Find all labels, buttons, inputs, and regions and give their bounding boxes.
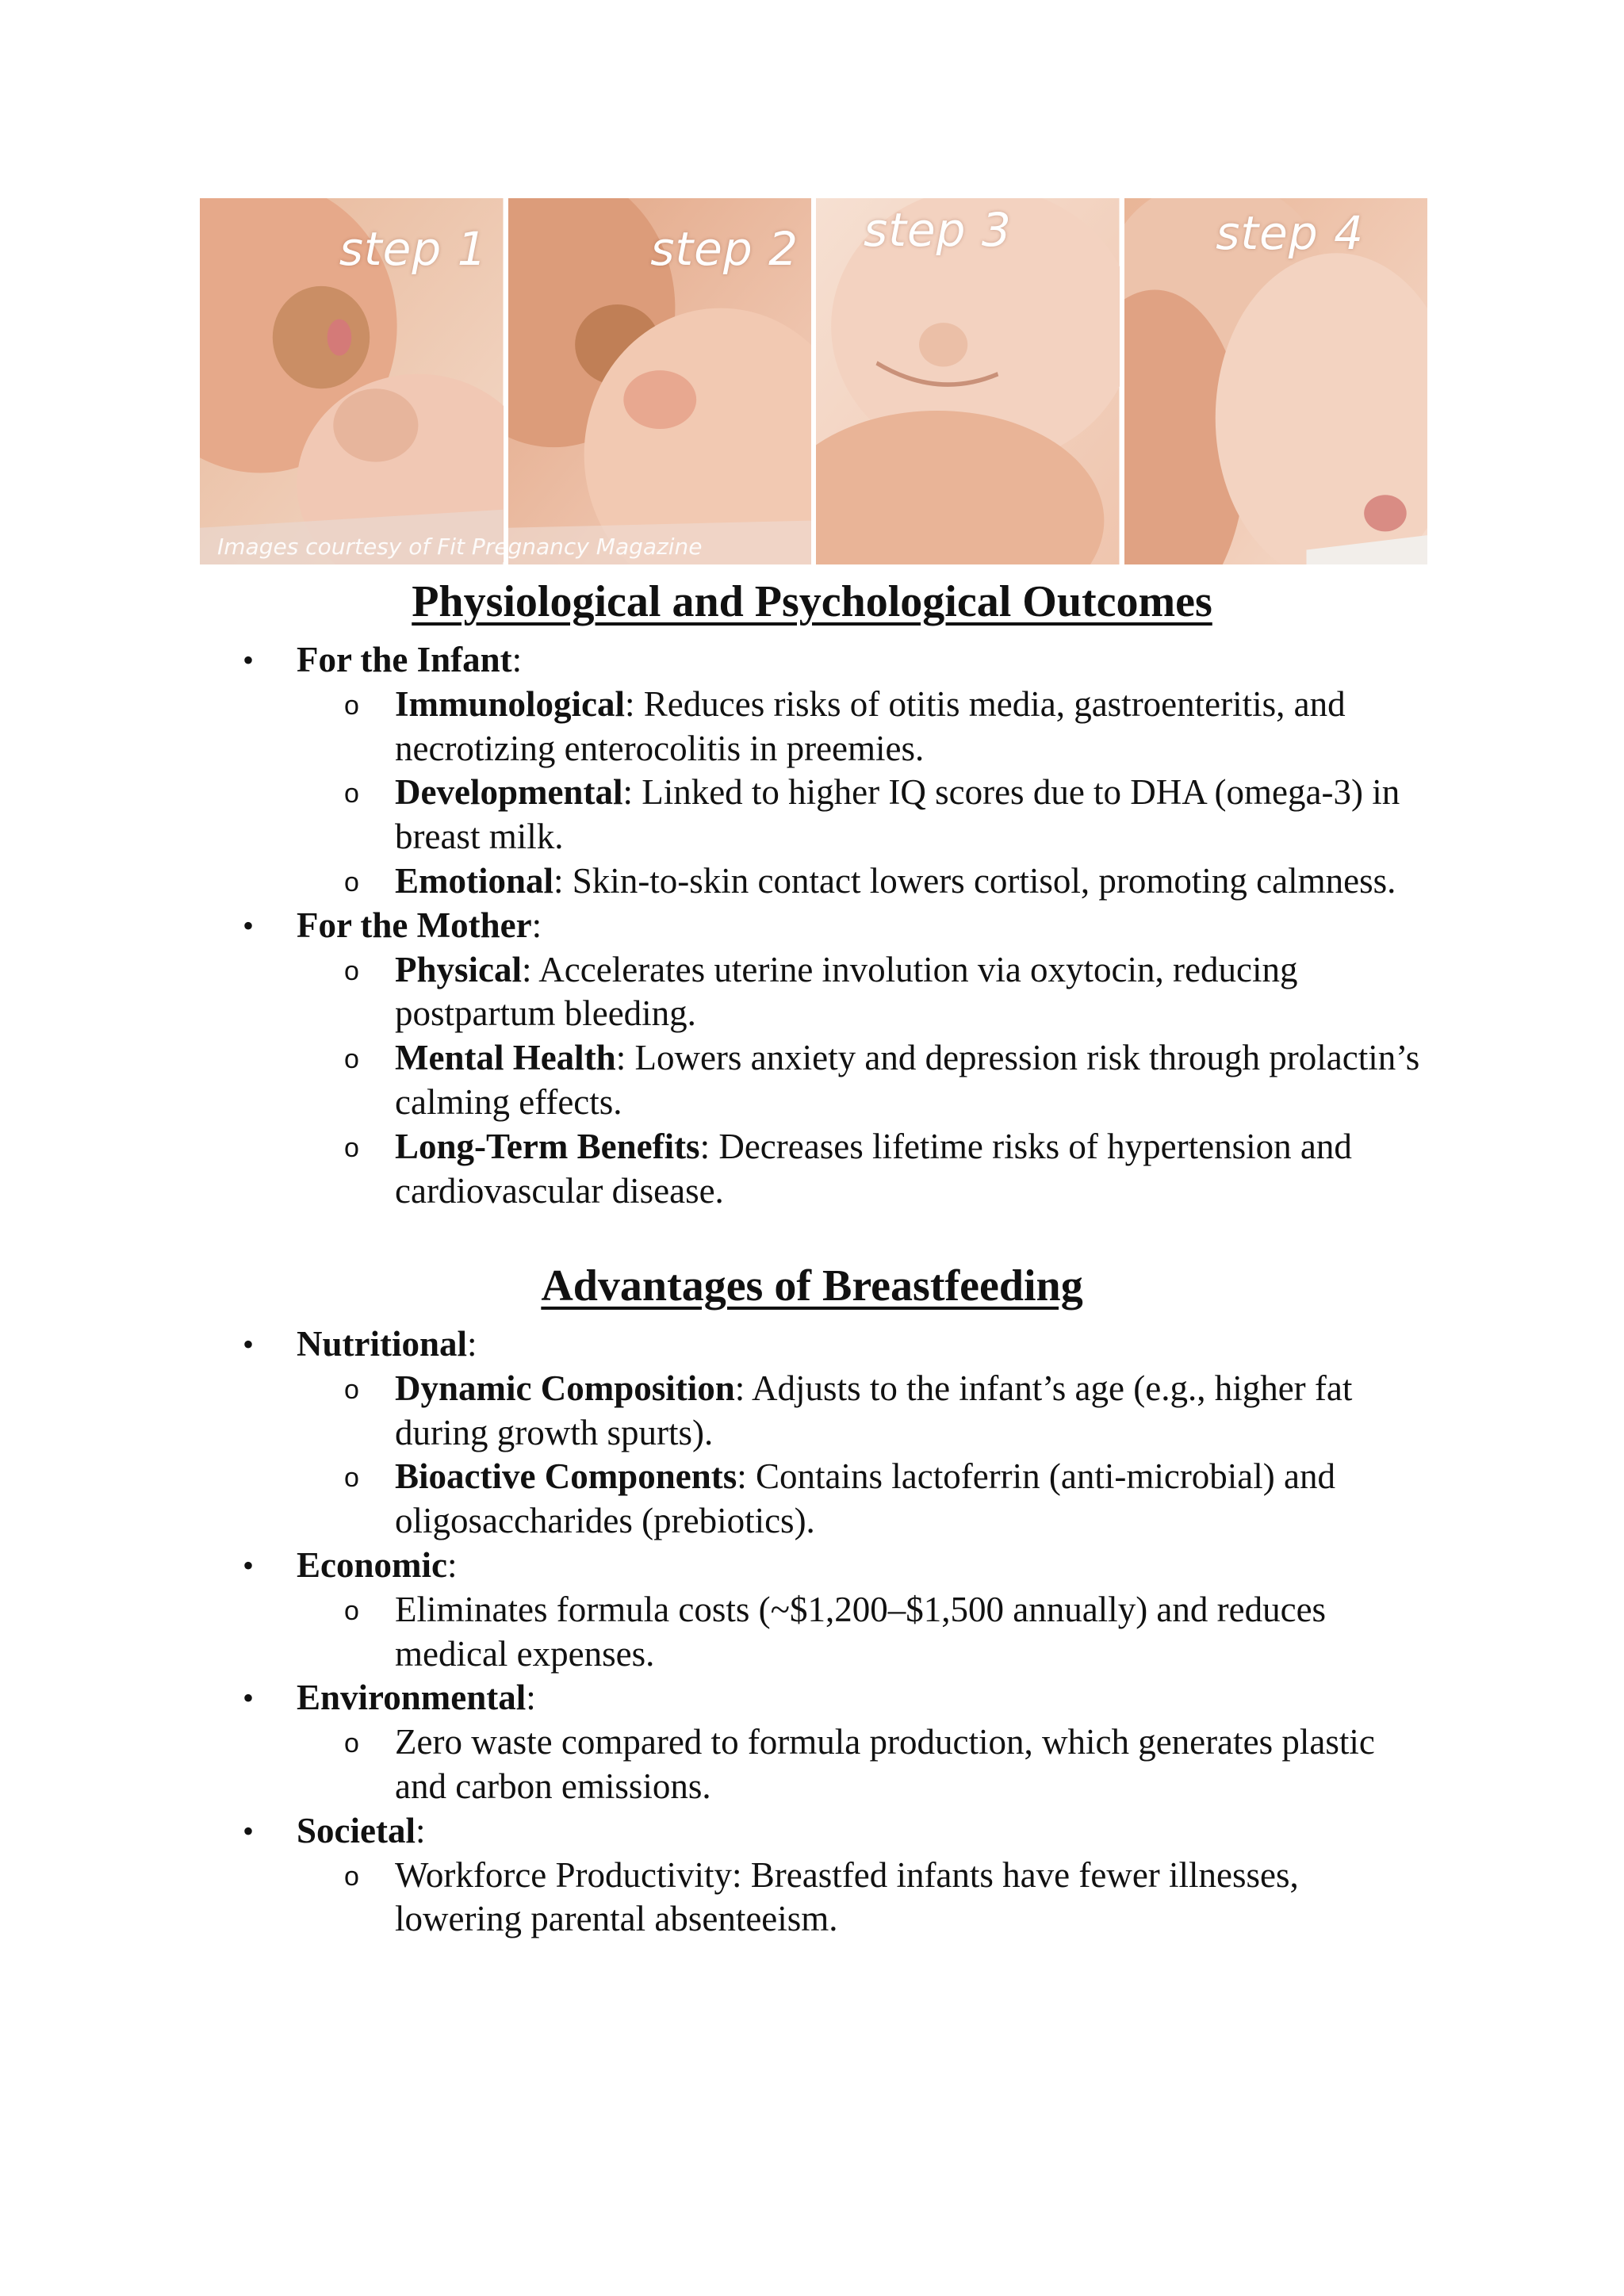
- list-item: o Dynamic Composition: Adjusts to the infant’s age (e.g., higher fat during growth spurts).: [0, 1367, 1624, 1456]
- list-item: o Long-Term Benefits: Decreases lifetime risks of hypertension and cardiovascular disease.: [0, 1125, 1624, 1214]
- latch-steps-photo-strip: [200, 198, 1427, 564]
- list-item: [0, 1676, 1624, 1808]
- list-item: o Bioactive Components: Contains lactoferrin (anti-microbial) and oligosaccharides (prebiotics).: [0, 1455, 1624, 1544]
- list-item: o Emotional: Skin-to-skin contact lowers cortisol, promoting calmness.: [0, 859, 1624, 904]
- sub-list: [297, 1588, 1624, 1677]
- list-item: [0, 638, 1624, 904]
- list-item: [0, 1809, 1624, 1942]
- sub-list: [297, 948, 1624, 1214]
- outcomes-groups: [0, 638, 1624, 1213]
- step-1-photo: [200, 198, 504, 564]
- list-item: o Physical: Accelerates uterine involution via oxytocin, reducing postpartum bleeding.: [0, 948, 1624, 1037]
- list-item: o Eliminates formula costs (~$1,200–$1,500 annually) and reduces medical expenses.: [0, 1588, 1624, 1677]
- group-title: • For the Mother:: [297, 905, 542, 945]
- sub-list: [297, 683, 1624, 904]
- advantages-list: [0, 1322, 1624, 1942]
- step-4-label: step 4: [1216, 206, 1364, 260]
- group-title: • Economic:: [297, 1545, 458, 1585]
- sub-list: [297, 1854, 1624, 1942]
- group-title: • Nutritional:: [297, 1324, 477, 1364]
- sub-list: [297, 1720, 1624, 1809]
- group-title: • Societal:: [297, 1811, 425, 1850]
- image-credit: Images courtesy of Fit Pregnancy Magazine: [217, 534, 703, 560]
- step-4-photo: [1124, 198, 1428, 564]
- group-title: • For the Infant:: [297, 640, 522, 679]
- outcomes-list: [0, 638, 1624, 1213]
- step-2-photo: [508, 198, 812, 564]
- list-item: [0, 1544, 1624, 1676]
- section-heading-outcomes: Physiological and Psychological Outcomes: [412, 577, 1212, 626]
- group-title: • Environmental:: [297, 1678, 536, 1717]
- step-2-label: step 2: [650, 222, 799, 276]
- section-heading-advantages: Advantages of Breastfeeding: [541, 1261, 1083, 1311]
- step-3-photo: [816, 198, 1120, 564]
- list-item: o Mental Health: Lowers anxiety and depression risk through prolactin’s calming effects.: [0, 1036, 1624, 1125]
- list-item: [0, 1322, 1624, 1544]
- list-item: o Immunological: Reduces risks of otitis media, gastroenteritis, and necrotizing enterocolitis in preemies.: [0, 683, 1624, 771]
- sub-list: [297, 1367, 1624, 1544]
- advantages-groups: [0, 1322, 1624, 1942]
- list-item: o Workforce Productivity: Breastfed infants have fewer illnesses, lowering parental absenteeism.: [0, 1854, 1624, 1942]
- step-1-label: step 1: [339, 222, 488, 276]
- list-item: o Zero waste compared to formula production, which generates plastic and carbon emissions.: [0, 1720, 1624, 1809]
- list-item: [0, 904, 1624, 1214]
- list-item: o Developmental: Linked to higher IQ scores due to DHA (omega-3) in breast milk.: [0, 771, 1624, 859]
- step-3-label: step 3: [864, 203, 1012, 257]
